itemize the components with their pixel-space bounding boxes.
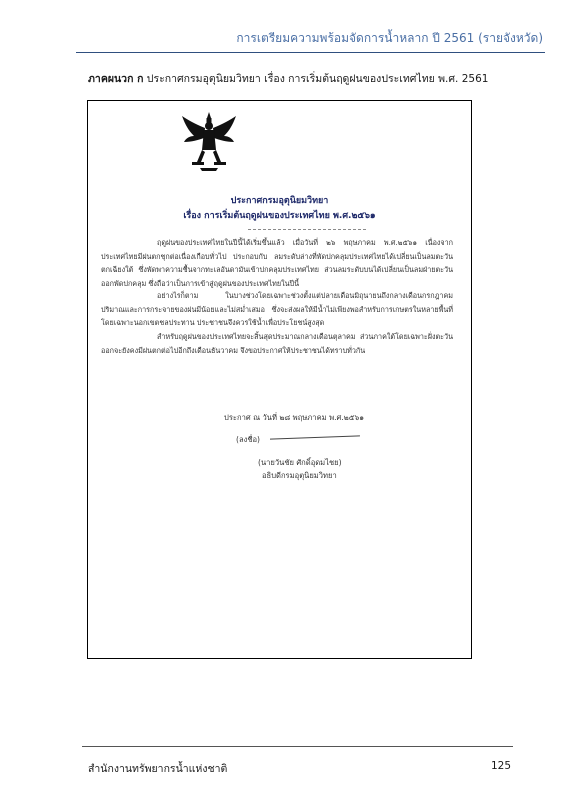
appendix-caption xyxy=(88,70,545,87)
footer-divider xyxy=(82,746,513,747)
announcement-date: ประกาศ ณ วันที่ ๒๘ พฤษภาคม พ.ศ.๒๕๖๑ xyxy=(224,413,365,422)
signer-name: (นายวันชัย ศักดิ์อุดมไชย) xyxy=(258,458,342,467)
signer-position: อธิบดีกรมอุตุนิยมวิทยา xyxy=(262,471,337,480)
announcement-paragraph-1: ฤดูฝนของประเทศไทยในปีนี้ได้เริ่มขึ้นแล้ว เมื่อวันที่ ๒๖ พฤษภาคม พ.ศ.๒๕๖๑ เนื่องจากประเทศไทยมีฝนตกชุกต่อเนื่องเกือบทั่วไป ประกอบกับ ลมระดับล่างที่พัดปกคลุมประเทศไทยได้เปลี่ยนเป็นลมตะวันตกเฉียงใต้ ซึ่งพัดพาความชื้นจากทะเลอันดามันเข้าปกคลุมประเทศไทย ส่วนลมระดับบนได้เปลี่ยนเป็นลมฝ่ายตะวันออกพัดปกคลุม ซึ่งถือว่าเป็นการเข้าสู่ฤดูฝนของประเทศไทยในปีนี้ xyxy=(101,238,453,288)
garuda-emblem-icon xyxy=(180,110,238,172)
announcement-frame xyxy=(87,100,472,659)
announcement-paragraph-2: อย่างไรก็ตาม ในบางช่วงโดยเฉพาะช่วงตั้งแต่ปลายเดือนมิถุนายนถึงกลางเดือนกรกฎาคม ปริมาณและการกระจายของฝนมีน้อยและไม่สม่ำเสมอ ซึ่งจะส่งผลให้มีน้ำไม่เพียงพอสำหรับการเกษตรในหลายพื้นที่ โดยเฉพาะนอกเขตชลประทาน ประชาชนจึงควรใช้น้ำเพื่อประโยชน์สูงสุด xyxy=(101,291,453,328)
running-header-title: การเตรียมความพร้อมจัดการน้ำหลาก ปี 2561 (รายจังหวัด) xyxy=(236,31,543,45)
appendix-text: ประกาศกรมอุตุนิยมวิทยา เรื่อง การเริ่มต้นฤดูฝนของประเทศไทย พ.ศ. 2561 xyxy=(146,73,489,85)
announcement-paragraph-3: สำหรับฤดูฝนของประเทศไทยจะสิ้นสุดประมาณกลางเดือนตุลาคม ส่วนภาคใต้โดยเฉพาะฝั่งตะวันออกจะยังคงมีฝนตกต่อไปอีกถึงเดือนธันวาคม จึงขอประกาศให้ประชาชนได้ทราบทั่วกัน xyxy=(101,332,453,355)
heading-divider xyxy=(248,229,366,230)
page-number: 125 xyxy=(490,760,511,772)
footer-organization: สำนักงานทรัพยากรน้ำแห่งชาติ xyxy=(88,763,228,775)
announcement-subject: เรื่อง การเริ่มต้นฤดูฝนของประเทศไทย พ.ศ.๒๕๖๑ xyxy=(183,211,376,221)
header-divider xyxy=(76,52,545,53)
signature-label: (ลงชื่อ) xyxy=(236,435,261,444)
appendix-label: ภาคผนวก ก xyxy=(88,73,144,85)
announcement-title: ประกาศกรมอุตุนิยมวิทยา xyxy=(230,196,329,206)
